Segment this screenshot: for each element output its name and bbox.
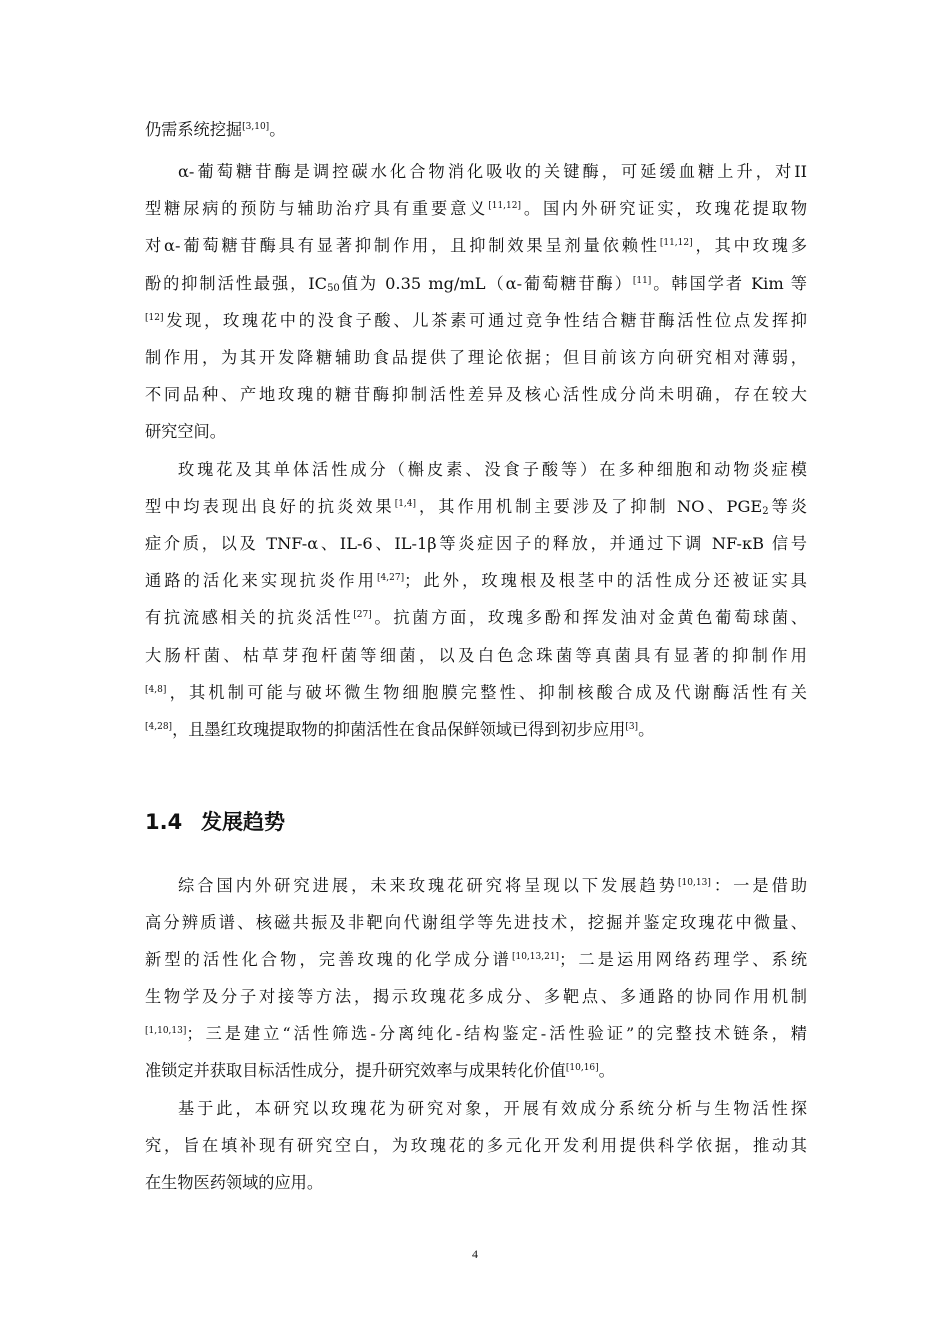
paragraph-line: 型糖尿病的预防与辅助治疗具有重要意义[11,12]。国内外研究证实，玫瑰花提取物 bbox=[145, 199, 807, 218]
citation: [4,8] bbox=[145, 685, 167, 695]
page-number: 4 bbox=[472, 1247, 478, 1261]
citation: [27] bbox=[353, 610, 372, 620]
citation: [4,27] bbox=[377, 573, 405, 583]
section-number: 1.4 bbox=[145, 810, 183, 834]
paragraph-line: 通路的活化来实现抗炎作用[4,27]；此外，玫瑰根及根茎中的活性成分还被证实具 bbox=[145, 571, 807, 590]
paragraph-line: 大肠杆菌、枯草芽孢杆菌等细菌，以及白色念珠菌等真菌具有显著的抑制作用 bbox=[145, 646, 807, 665]
paragraph-line: [4,8]，其机制可能与破坏微生物细胞膜完整性、抑制核酸合成及代谢酶活性有关 bbox=[145, 683, 807, 702]
paragraph-line: 在生物医药领域的应用。 bbox=[145, 1173, 324, 1192]
citation: [3,10] bbox=[242, 122, 270, 132]
paragraph-line: 准锁定并获取目标活性成分，提升研究效率与成果转化价值[10,16]。 bbox=[145, 1061, 615, 1080]
paragraph-line: 玫瑰花及其单体活性成分（槲皮素、没食子酸等）在多种细胞和动物炎症模 bbox=[178, 460, 807, 479]
paragraph-line: [12]发现，玫瑰花中的没食子酸、儿茶素可通过竞争性结合糖苷酶活性位点发挥抑 bbox=[145, 311, 807, 330]
section-title: 发展趋势 bbox=[201, 810, 285, 834]
paragraph-line: 新型的活性化合物，完善玫瑰的化学成分谱[10,13,21]；二是运用网络药理学、系统 bbox=[145, 950, 807, 969]
citation: [11,12] bbox=[488, 201, 521, 211]
citation: [10,13] bbox=[678, 878, 711, 888]
paragraph-line: 对α-葡萄糖苷酶具有显著抑制作用，且抑制效果呈剂量依赖性[11,12]，其中玫瑰多 bbox=[145, 236, 807, 255]
paragraph-line: 研究空间。 bbox=[145, 422, 226, 441]
citation: [1,10,13] bbox=[145, 1026, 187, 1036]
paragraph-line: 仍需系统挖掘[3,10]。 bbox=[145, 120, 286, 139]
citation: [3] bbox=[625, 722, 639, 732]
paragraph-line: 生物学及分子对接等方法，揭示玫瑰花多成分、多靶点、多通路的协同作用机制 bbox=[145, 987, 807, 1006]
citation: [11,12] bbox=[659, 238, 693, 248]
paragraph-line: [1,10,13]；三是建立“活性筛选-分离纯化-结构鉴定-活性验证”的完整技术链条，精 bbox=[145, 1024, 807, 1043]
citation: [4,28] bbox=[145, 722, 173, 732]
citation: [11] bbox=[632, 276, 652, 286]
citation: [1,4] bbox=[394, 499, 417, 509]
paragraph-line: 型中均表现出良好的抗炎效果[1,4]，其作用机制主要涉及了抑制 NO、$PGE_2$等炎 bbox=[145, 497, 807, 517]
citation: [10,16] bbox=[565, 1063, 599, 1073]
paragraph-line: α-葡萄糖苷酶是调控碳水化合物消化吸收的关键酶，可延缓血糖上升，对II bbox=[178, 162, 807, 181]
paragraph-line: [4,28]，且墨红玫瑰提取物的抑菌活性在食品保鲜领域已得到初步应用[3]。 bbox=[145, 720, 655, 739]
paragraph-line: 究，旨在填补现有研究空白，为玫瑰花的多元化开发利用提供科学依据，推动其 bbox=[145, 1136, 807, 1155]
paragraph-line: 制作用，为其开发降糖辅助食品提供了理论依据；但目前该方向研究相对薄弱， bbox=[145, 348, 807, 367]
paragraph-line: 基于此，本研究以玫瑰花为研究对象，开展有效成分系统分析与生物活性探 bbox=[178, 1099, 807, 1118]
subscript: 2 bbox=[762, 506, 769, 517]
paragraph-line: 综合国内外研究进展，未来玫瑰花研究将呈现以下发展趋势[10,13]：一是借助 bbox=[178, 876, 807, 895]
paragraph-line: 症介质，以及 TNF-α、IL-6、IL-1β等炎症因子的释放，并通过下调 NF-κB 信号 bbox=[145, 534, 807, 553]
subscript: 50 bbox=[327, 283, 340, 294]
paragraph-line: 高分辨质谱、核磁共振及非靶向代谢组学等先进技术，挖掘并鉴定玫瑰花中微量、 bbox=[145, 913, 807, 932]
citation: [10,13,21] bbox=[511, 952, 560, 962]
section-heading bbox=[145, 806, 285, 838]
paragraph-line: 不同品种、产地玫瑰的糖苷酶抑制活性差异及核心活性成分尚未明确，存在较大 bbox=[145, 385, 807, 404]
paragraph-line: 酚的抑制活性最强，$IC_{50}$值为 0.35 mg/mL（α-葡萄糖苷酶）[11]。韩国学者 Kim 等 bbox=[145, 274, 807, 294]
citation: [12] bbox=[145, 313, 164, 323]
paragraph-line: 有抗流感相关的抗炎活性[27]。抗菌方面，玫瑰多酚和挥发油对金黄色葡萄球菌、 bbox=[145, 608, 807, 627]
